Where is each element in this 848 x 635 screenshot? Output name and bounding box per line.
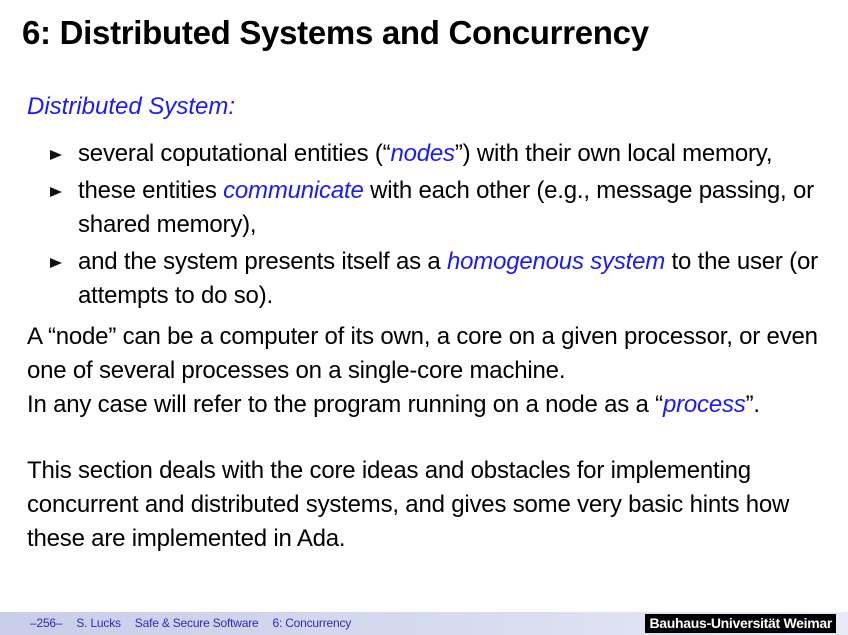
bullet-text: ”) with their own local memory,	[454, 140, 773, 167]
block-title: Distributed System:	[27, 93, 236, 120]
paragraph-line: A “node” can be a computer of its own, a core on a given processor, or even one of several processes on a single-core machine.	[27, 323, 818, 384]
list-item	[48, 245, 838, 313]
triangle-bullet-icon	[50, 150, 62, 160]
process-emphasis: process	[662, 391, 746, 418]
bullet-emphasis: nodes	[390, 140, 455, 167]
footer-section: 6: Concurrency	[272, 616, 352, 630]
bullet-list	[48, 137, 838, 316]
list-item	[48, 174, 838, 242]
bullet-emphasis: homogenous system	[446, 248, 666, 275]
footer-bar	[0, 612, 848, 635]
list-item	[48, 137, 838, 171]
section-summary-paragraph: This section deals with the core ideas and obstacles for implementing concurrent and distributed systems, and gives some very basic hints how these are implemented in Ada.	[27, 457, 790, 552]
bullet-text: and the system presents itself as a	[78, 248, 447, 275]
paragraph-line	[27, 388, 827, 422]
bullet-text: to the user (or attempts to do so).	[78, 248, 818, 309]
footer-course: Safe & Secure Software	[134, 616, 259, 630]
footer-info	[30, 616, 365, 630]
footer-author: S. Lucks	[76, 616, 121, 630]
paragraph-text: In any case will refer to the program running on a node as a “	[27, 391, 663, 418]
slide-title: 6: Distributed Systems and Concurrency	[22, 14, 649, 51]
bullet-emphasis: communicate	[223, 177, 364, 204]
triangle-bullet-icon	[50, 258, 62, 268]
node-paragraph	[27, 320, 827, 422]
bullet-text: these entities	[78, 177, 224, 204]
institution-logo: Bauhaus-Universität Weimar	[645, 614, 836, 633]
bullet-text: several coputational entities (“	[78, 140, 391, 167]
bullet-text: with each other (e.g., message passing, or shared memory),	[78, 177, 814, 238]
paragraph-text: ”.	[745, 391, 760, 418]
triangle-bullet-icon	[50, 187, 62, 197]
page-number: –256–	[30, 616, 63, 630]
